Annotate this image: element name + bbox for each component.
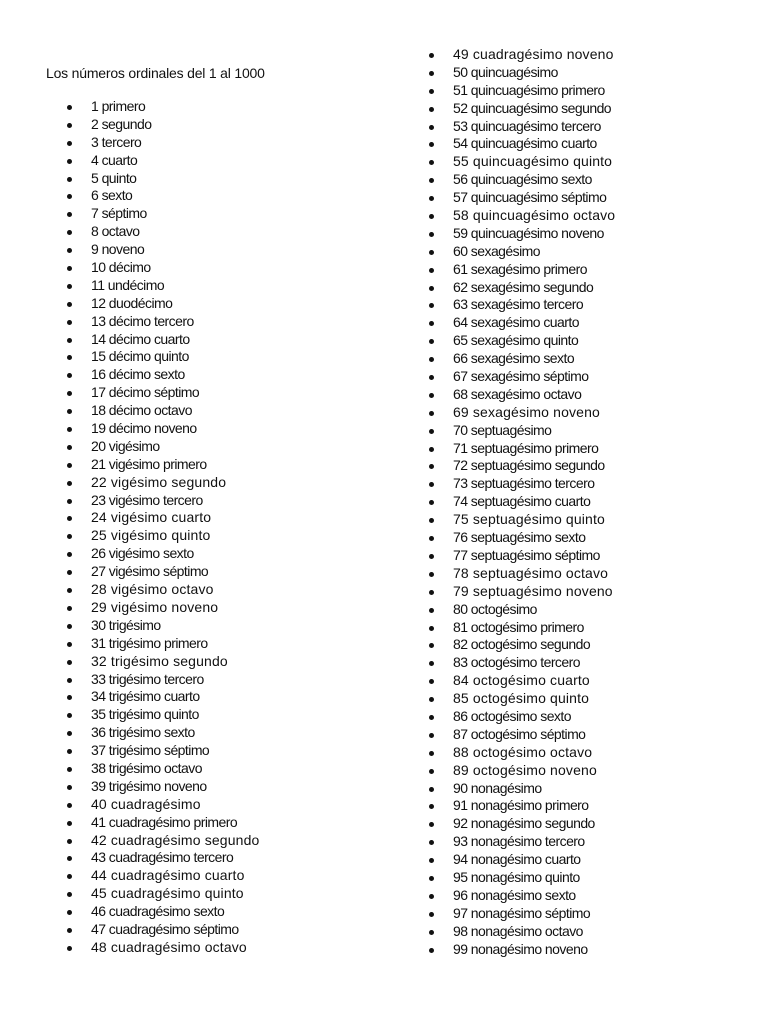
list-item: 98 nonagésimo octavo — [424, 923, 615, 941]
list-item: 46 cuadragésimo sexto — [62, 903, 259, 921]
list-item: 66 sexagésimo sexto — [424, 350, 615, 368]
list-item: 62 sexagésimo segundo — [424, 279, 615, 297]
list-item: 70 septuagésimo — [424, 422, 615, 440]
document-title: Los números ordinales del 1 al 1000 — [46, 65, 265, 81]
list-item: 85 octogésimo quinto — [424, 690, 615, 708]
list-item: 80 octogésimo — [424, 601, 615, 619]
list-item: 67 sexagésimo séptimo — [424, 368, 615, 386]
list-item: 23 vigésimo tercero — [62, 492, 259, 510]
list-item: 81 octogésimo primero — [424, 619, 615, 637]
list-item: 58 quincuagésimo octavo — [424, 207, 615, 225]
list-item: 88 octogésimo octavo — [424, 744, 615, 762]
list-item: 95 nonagésimo quinto — [424, 869, 615, 887]
list-item: 61 sexagésimo primero — [424, 261, 615, 279]
list-item: 12 duodécimo — [62, 295, 259, 313]
list-item: 45 cuadragésimo quinto — [62, 885, 259, 903]
list-item: 92 nonagésimo segundo — [424, 815, 615, 833]
ordinal-list-right — [424, 46, 615, 958]
list-item: 68 sexagésimo octavo — [424, 386, 615, 404]
list-item: 28 vigésimo octavo — [62, 581, 259, 599]
list-item: 84 octogésimo cuarto — [424, 672, 615, 690]
list-item: 97 nonagésimo séptimo — [424, 905, 615, 923]
list-item: 47 cuadragésimo séptimo — [62, 921, 259, 939]
list-item: 44 cuadragésimo cuarto — [62, 867, 259, 885]
list-item: 86 octogésimo sexto — [424, 708, 615, 726]
list-item: 35 trigésimo quinto — [62, 706, 259, 724]
list-item: 25 vigésimo quinto — [62, 527, 259, 545]
list-item: 52 quincuagésimo segundo — [424, 100, 615, 118]
list-item: 14 décimo cuarto — [62, 331, 259, 349]
list-item: 22 vigésimo segundo — [62, 474, 259, 492]
list-item: 39 trigésimo noveno — [62, 778, 259, 796]
list-item: 55 quincuagésimo quinto — [424, 153, 615, 171]
list-item: 56 quincuagésimo sexto — [424, 171, 615, 189]
list-item: 53 quincuagésimo tercero — [424, 118, 615, 136]
list-item: 36 trigésimo sexto — [62, 724, 259, 742]
list-item: 9 noveno — [62, 241, 259, 259]
list-item: 38 trigésimo octavo — [62, 760, 259, 778]
list-item: 17 décimo séptimo — [62, 384, 259, 402]
list-item: 15 décimo quinto — [62, 348, 259, 366]
list-item: 76 septuagésimo sexto — [424, 529, 615, 547]
list-item: 51 quincuagésimo primero — [424, 82, 615, 100]
list-item: 29 vigésimo noveno — [62, 599, 259, 617]
list-item: 26 vigésimo sexto — [62, 545, 259, 563]
list-item: 31 trigésimo primero — [62, 635, 259, 653]
list-item: 41 cuadragésimo primero — [62, 814, 259, 832]
list-item: 6 sexto — [62, 187, 259, 205]
list-item: 50 quincuagésimo — [424, 64, 615, 82]
list-item: 75 septuagésimo quinto — [424, 511, 615, 529]
list-item: 37 trigésimo séptimo — [62, 742, 259, 760]
list-item: 73 septuagésimo tercero — [424, 475, 615, 493]
list-item: 10 décimo — [62, 259, 259, 277]
list-item: 89 octogésimo noveno — [424, 762, 615, 780]
list-item: 64 sexagésimo cuarto — [424, 314, 615, 332]
list-item: 4 cuarto — [62, 152, 259, 170]
list-item: 5 quinto — [62, 170, 259, 188]
list-item: 90 nonagésimo — [424, 780, 615, 798]
list-item: 16 décimo sexto — [62, 366, 259, 384]
list-item: 49 cuadragésimo noveno — [424, 46, 615, 64]
list-item: 57 quincuagésimo séptimo — [424, 189, 615, 207]
list-item: 94 nonagésimo cuarto — [424, 851, 615, 869]
list-item: 65 sexagésimo quinto — [424, 332, 615, 350]
list-item: 69 sexagésimo noveno — [424, 404, 615, 422]
list-item: 63 sexagésimo tercero — [424, 296, 615, 314]
list-item: 24 vigésimo cuarto — [62, 509, 259, 527]
list-item: 87 octogésimo séptimo — [424, 726, 615, 744]
list-item: 93 nonagésimo tercero — [424, 833, 615, 851]
list-item: 54 quincuagésimo cuarto — [424, 135, 615, 153]
list-item: 96 nonagésimo sexto — [424, 887, 615, 905]
list-item: 7 séptimo — [62, 205, 259, 223]
list-item: 59 quincuagésimo noveno — [424, 225, 615, 243]
list-item: 32 trigésimo segundo — [62, 653, 259, 671]
list-item: 33 trigésimo tercero — [62, 671, 259, 689]
list-item: 20 vigésimo — [62, 438, 259, 456]
list-item: 48 cuadragésimo octavo — [62, 939, 259, 957]
list-item: 8 octavo — [62, 223, 259, 241]
list-item: 43 cuadragésimo tercero — [62, 849, 259, 867]
list-item: 13 décimo tercero — [62, 313, 259, 331]
list-item: 74 septuagésimo cuarto — [424, 493, 615, 511]
list-item: 79 septuagésimo noveno — [424, 583, 615, 601]
list-item: 83 octogésimo tercero — [424, 654, 615, 672]
ordinal-list-left — [62, 98, 259, 957]
list-item: 1 primero — [62, 98, 259, 116]
list-item: 11 undécimo — [62, 277, 259, 295]
list-item: 60 sexagésimo — [424, 243, 615, 261]
list-item: 21 vigésimo primero — [62, 456, 259, 474]
list-item: 18 décimo octavo — [62, 402, 259, 420]
list-item: 42 cuadragésimo segundo — [62, 832, 259, 850]
list-item: 99 nonagésimo noveno — [424, 941, 615, 959]
list-item: 27 vigésimo séptimo — [62, 563, 259, 581]
list-item: 2 segundo — [62, 116, 259, 134]
list-item: 34 trigésimo cuarto — [62, 688, 259, 706]
list-item: 77 septuagésimo séptimo — [424, 547, 615, 565]
list-item: 82 octogésimo segundo — [424, 636, 615, 654]
list-item: 30 trigésimo — [62, 617, 259, 635]
list-item: 19 décimo noveno — [62, 420, 259, 438]
list-item: 91 nonagésimo primero — [424, 797, 615, 815]
list-item: 40 cuadragésimo — [62, 796, 259, 814]
list-item: 72 septuagésimo segundo — [424, 457, 615, 475]
list-item: 3 tercero — [62, 134, 259, 152]
list-item: 78 septuagésimo octavo — [424, 565, 615, 583]
list-item: 71 septuagésimo primero — [424, 440, 615, 458]
